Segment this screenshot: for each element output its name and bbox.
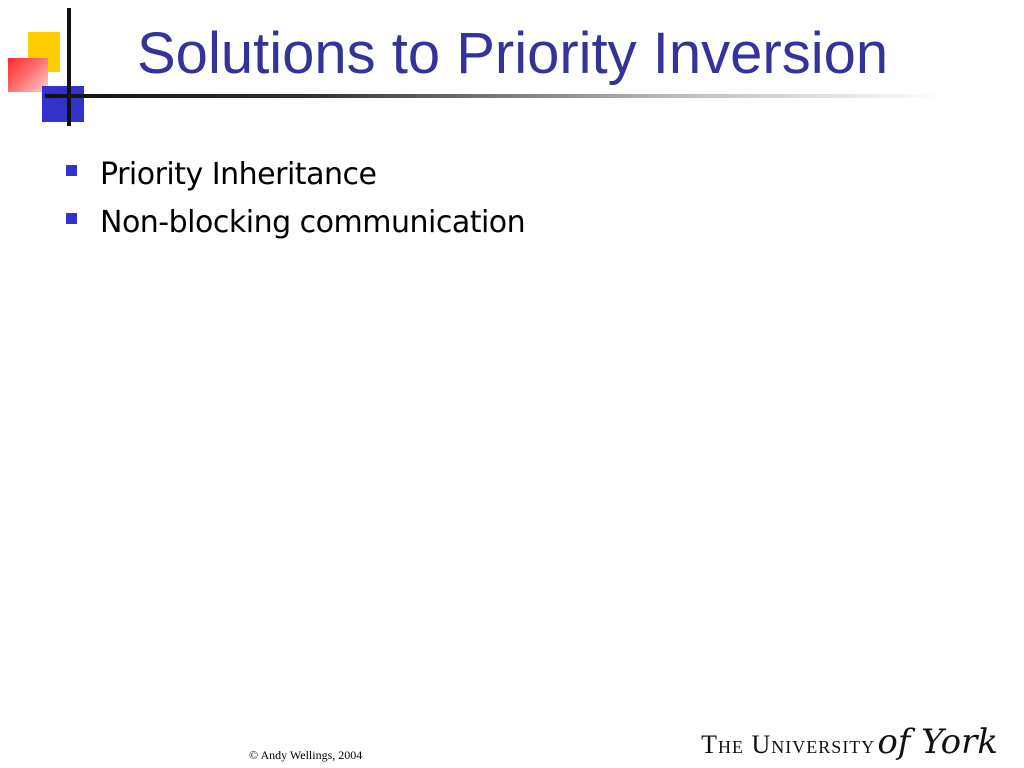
bullet-item	[62, 150, 525, 198]
logo-main-text: The University	[701, 730, 876, 759]
decor-vertical-line	[67, 8, 71, 126]
bullet-item	[62, 198, 525, 246]
bullet-square-icon	[66, 213, 77, 224]
slide-title: Solutions to Priority Inversion	[137, 21, 889, 86]
title-underline	[45, 94, 945, 98]
bullet-text: Non-blocking communication	[100, 204, 526, 240]
university-logo	[701, 722, 998, 762]
bullet-square-icon	[66, 165, 77, 176]
logo-script-text: of York	[877, 722, 998, 762]
bullet-text: Priority Inheritance	[100, 156, 377, 192]
decor-blue-square	[42, 86, 84, 122]
footer-copyright: © Andy Wellings, 2004	[249, 748, 363, 762]
bullet-list	[62, 150, 525, 246]
